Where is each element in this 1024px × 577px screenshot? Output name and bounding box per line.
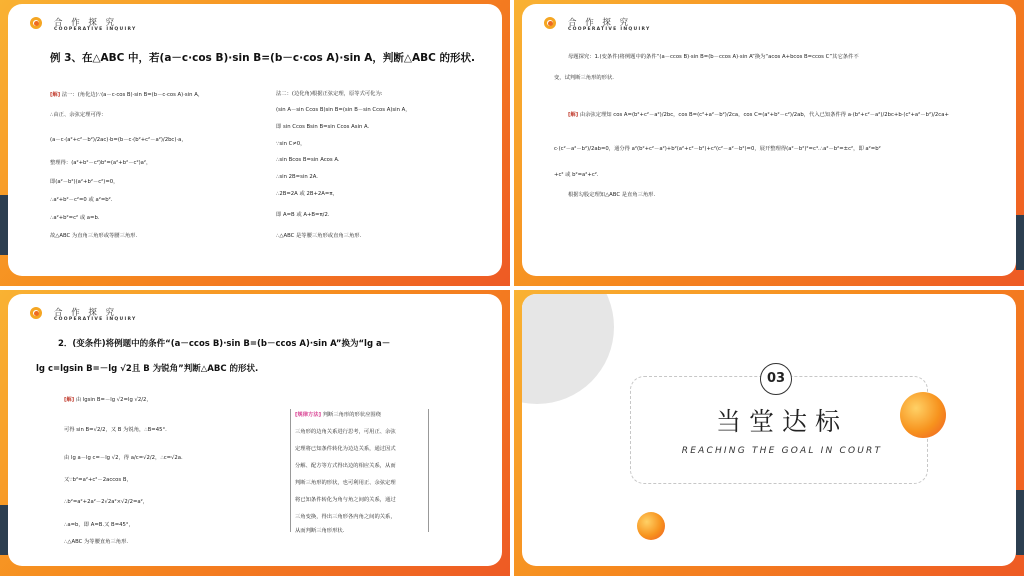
right-line-4: ∵sin C≠0， <box>276 141 306 147</box>
right-line-9: ∴△ABC 是等腰三角形或直角三角形. <box>276 233 362 239</box>
s3-line-7: ∴△ABC 为等腰直角三角形. <box>64 539 129 545</box>
right-line-3: 即 sin Ccos Bsin B=sin Ccos Asin A. <box>276 124 370 130</box>
right-line-7: ∴2B=2A 或 2B+2A=π， <box>276 191 338 197</box>
slide-card <box>8 4 502 276</box>
s3-line-3: 由 lg a－lg c=－lg √2，得 a/c=√2/2，∴c=√2a. <box>64 455 183 461</box>
tip-head: [规律方法] <box>295 412 322 418</box>
logo-en: COOPERATIVE INQUIRY <box>568 27 651 32</box>
logo-cn: 合 作 探 究 <box>54 308 118 318</box>
logo-en: COOPERATIVE INQUIRY <box>54 27 137 32</box>
slide-card <box>522 294 1016 566</box>
tip-line-3: 定理将已知条件转化为边边关系，通过因式 <box>295 446 396 452</box>
orange-circle-large <box>900 392 946 438</box>
s2-line-5: +c² 或 b²=a²+c². <box>554 172 599 178</box>
s3-line-4: 又∵b²=a²+c²－2accos B， <box>64 477 132 483</box>
solution-marker: [解] <box>50 92 61 98</box>
s3-line-2: 可得 sin B=√2/2，又 B 为锐角，∴B=45°. <box>64 427 167 433</box>
tip-text-1: 判断三角形的形状应围绕 <box>322 412 381 418</box>
solution-marker: [解] <box>568 112 579 118</box>
left-line-5: 即(a²－b²)(a²+b²－c²)=0， <box>50 179 119 185</box>
problem-title-line-1: 2．(变条件)将例题中的条件“(a－ccos B)·sin B=(b－ccos A)·sin A”换为“lg a－ <box>58 339 391 349</box>
slide-1[interactable] <box>0 0 510 286</box>
slide-card <box>8 294 502 566</box>
left-line-6: ∴a²+b²－c²=0 或 a²=b². <box>50 197 113 203</box>
right-line-6: ∴sin 2B=sin 2A. <box>276 174 318 180</box>
s3-line-6: ∴a=b，即 A=B.又 B=45°， <box>64 522 134 528</box>
orange-circle-small <box>637 512 665 540</box>
slide-2[interactable] <box>514 0 1024 286</box>
tip-box <box>290 409 429 532</box>
navy-accent-left <box>0 195 8 255</box>
tip-line-7: 三角变换，得出三角形各内角之间的关系， <box>295 514 396 520</box>
logo-en: COOPERATIVE INQUIRY <box>54 317 137 322</box>
navy-accent-left <box>0 505 8 555</box>
section-subtitle: REACHING THE GOAL IN COURT <box>681 446 883 456</box>
tip-line-1 <box>295 412 381 418</box>
s3-line-1: [解] 由 lgsin B=－lg √2=lg √2/2， <box>64 397 152 403</box>
logo-cn: 合 作 探 究 <box>54 18 118 28</box>
right-line-5: ∴sin Bcos B=sin Acos A. <box>276 157 340 163</box>
solution-marker: [解] <box>64 397 75 403</box>
s2-line-3: [解] 由余弦定理知 cos A=(b²+c²－a²)/2bc，cos B=(c²+a²－b²)/2ca，cos C=(a²+b²－c²)/2ab，代入已知条件得 a·(b²+c²－a²)/2bc+b·(c²+a²－b²)/2ca+ <box>568 112 949 118</box>
logo-dot-icon <box>548 21 553 26</box>
logo-dot-icon <box>34 311 39 316</box>
left-line-1: [解] 法一：(角化边)∵(a－c·cos B)·sin B=(b－c·cos A)·sin A， <box>50 92 204 98</box>
slide-card <box>522 4 1016 276</box>
navy-accent-right <box>1016 215 1024 270</box>
section-number: 03 <box>760 363 792 395</box>
logo-dot-icon <box>34 21 39 26</box>
s3-line-5: ∴b²=a²+2a²－2√2a²×√2/2=a²， <box>64 499 149 505</box>
slide-3[interactable] <box>0 290 510 576</box>
right-line-8: 即 A=B 或 A+B=π/2. <box>276 212 330 218</box>
tip-line-2: 三角形的边角关系进行思考，可用正、余弦 <box>295 429 396 435</box>
tip-line-5: 判断三角形的形状，也可利用正、余弦定理 <box>295 480 396 486</box>
s2-line-2: 变，试判断三角形的形状. <box>554 75 614 81</box>
gray-circle-decoration <box>522 294 614 404</box>
s2-line-4: c·(c²－a²－b²)/2ab=0，通分得 a²(b²+c²－a²)+b²(a²+c²－b²)+c²(c²－a²－b²)=0，展开整理得(a²－b²)²=c⁴.∴a²－b²=±c²，即 a²=b² <box>554 146 881 152</box>
logo-cn: 合 作 探 究 <box>568 18 632 28</box>
navy-accent-right <box>1016 490 1024 555</box>
left-line-3: (a－c·(a²+c²－b²)/2ac)·b=(b－c·(b²+c²－a²)/2bc)·a， <box>50 137 187 143</box>
left-line-8: 故△ABC 为直角三角形或等腰三角形. <box>50 233 138 239</box>
left-line-4: 整理得：(a²+b²－c²)b²=(a²+b²－c²)a²， <box>50 160 152 166</box>
left-line-2: ∴由正、余弦定理可得： <box>50 112 107 118</box>
tip-line-4: 分解、配方等方式得出边的相应关系，从而 <box>295 463 396 469</box>
s2-line-1: 母题探究：1.(变条件)将例题中的条件“(a－ccos B)·sin B=(b－ccos A)·sin A”换为“acos A+bcos B=ccos C”其它条件不 <box>568 54 859 60</box>
tip-line-6: 将已知条件转化为角与角之间的关系，通过 <box>295 497 396 503</box>
left-line-7: ∴a²+b²=c² 或 a=b. <box>50 215 100 221</box>
example-title: 例 3、在△ABC 中，若(a－c·cos B)·sin B=(b－c·cos A)·sin A，判断△ABC 的形状. <box>50 52 475 64</box>
section-title: 当堂达标 <box>715 407 848 436</box>
right-line-2: (sin A－sin Ccos B)sin B=(sin B－sin Ccos A)sin A， <box>276 107 411 113</box>
right-line-1: 法二：(边化角)根据正弦定理，原等式可化为: <box>276 91 383 97</box>
s2-line-6: 根据勾股定理知△ABC 是直角三角形. <box>568 192 656 198</box>
tip-line-8: 从而判断三角形形状. <box>295 528 345 534</box>
slide-4[interactable] <box>514 290 1024 576</box>
problem-title-line-2: lg c=lgsin B=－lg √2且 B 为锐角”判断△ABC 的形状. <box>36 364 259 374</box>
